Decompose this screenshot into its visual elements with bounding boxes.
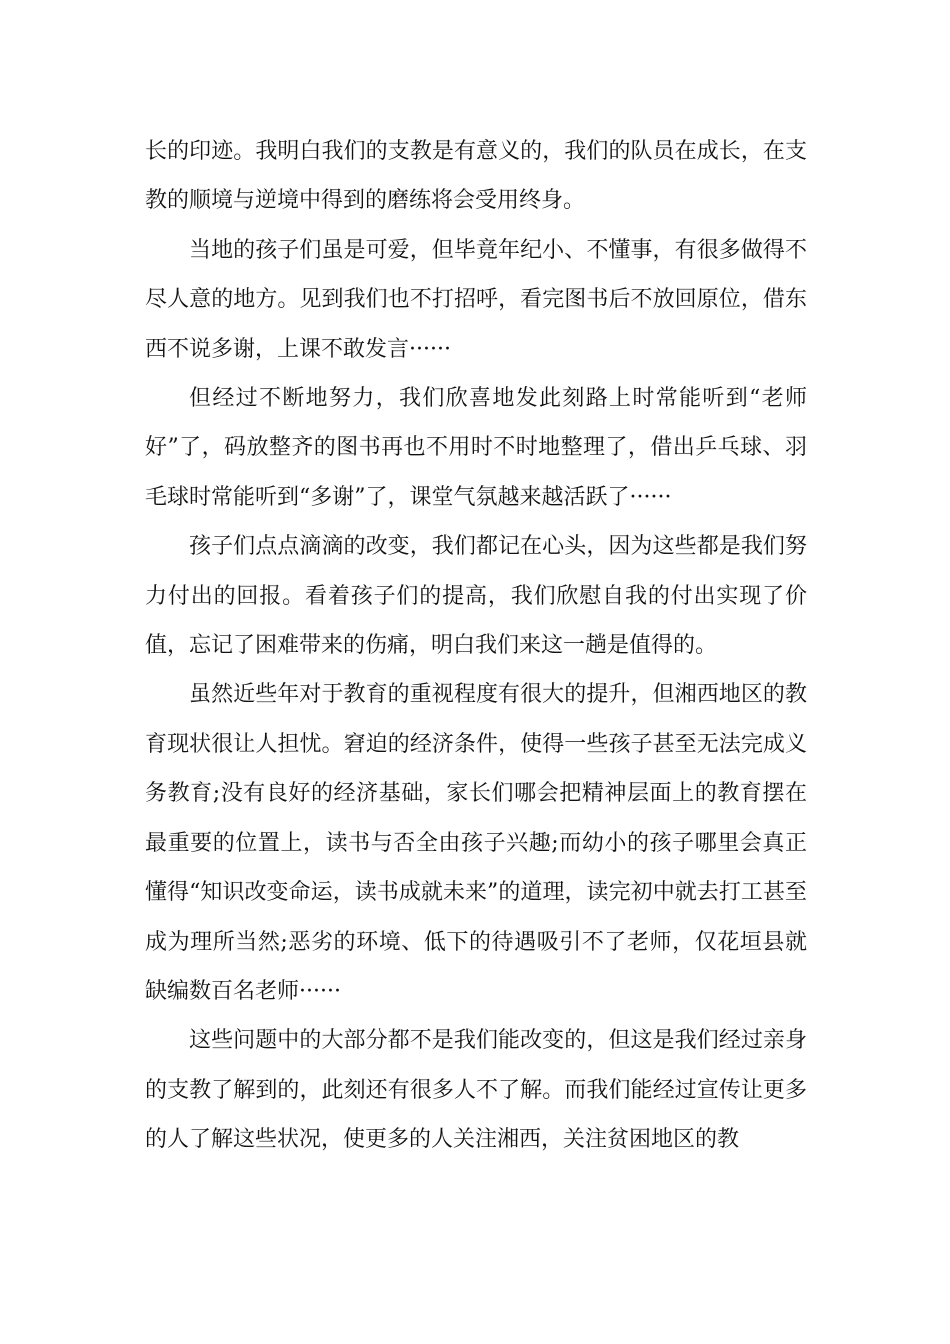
paragraph-3: 但经过不断地努力，我们欣喜地发此刻路上时常能听到“老师好”了，码放整齐的图书再也不用时不时地整理了，借出乒乓球、羽毛球时常能听到“多谢”了，课堂气氛越来越活跃了······ [145, 386, 807, 510]
paragraph-4: 孩子们点点滴滴的改变，我们都记在心头，因为这些都是我们努力付出的回报。看着孩子们的提高，我们欣慰自我的付出实现了价值，忘记了困难带来的伤痛，明白我们来这一趟是值得的。 [145, 534, 807, 659]
paragraph-6: 这些问题中的大部分都不是我们能改变的，但这是我们经过亲身的支教了解到的，此刻还有很多人不了解。而我们能经过宣传让更多的人了解这些状况，使更多的人关注湘西，关注贫困地区的教 [145, 1028, 807, 1153]
document-body [145, 127, 807, 1165]
paragraph-2: 当地的孩子们虽是可爱，但毕竟年纪小、不懂事，有很多做得不尽人意的地方。见到我们也不打招呼，看完图书后不放回原位，借东西不说多谢，上课不敢发言······ [145, 237, 807, 362]
paragraph-1: 长的印迹。我明白我们的支教是有意义的，我们的队员在成长，在支教的顺境与逆境中得到的磨练将会受用终身。 [145, 139, 807, 214]
paragraph-5: 虽然近些年对于教育的重视程度有很大的提升，但湘西地区的教育现状很让人担忧。窘迫的经济条件，使得一些孩子甚至无法完成义务教育;没有良好的经济基础，家长们哪会把精神层面上的教育摆在最重要的位置上，读书与否全由孩子兴趣;而幼小的孩子哪里会真正懂得“知识改变命运，读书成就未来”的道理，读完初中就去打工甚至成为理所当然;恶劣的环境、低下的待遇吸引不了老师，仅花垣县就缺编数百名老师······ [145, 682, 807, 1004]
